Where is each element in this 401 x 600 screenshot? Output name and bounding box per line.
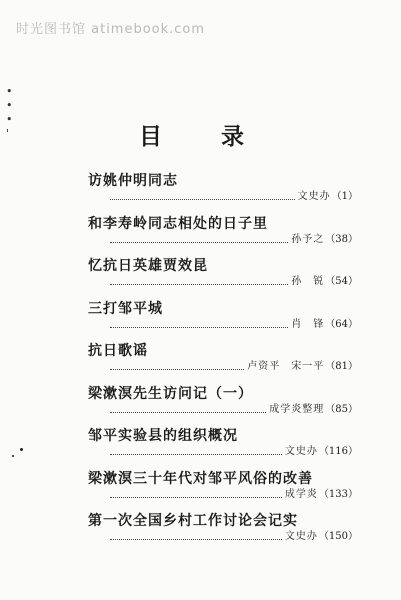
dot-leader [110,412,266,413]
toc-entry[interactable] [88,470,358,513]
dot-leader [110,327,288,328]
watermark: 时光图书馆 atimebook.com [16,22,206,37]
entry-title: 梁漱溟先生访问记（一） [88,385,253,402]
table-of-contents [88,172,358,555]
entry-title: 三打邹平城 [88,300,163,317]
entry-title: 第一次全国乡村工作讨论会记实 [88,513,298,529]
entry-page: （54） [325,276,358,287]
entry-author: 孙予之 [291,233,325,245]
dot-leader [110,284,288,285]
dot-leader [110,454,282,455]
margin-mark: • [6,85,13,98]
scan-speck [12,455,14,457]
entry-author: 文史办 [297,191,331,202]
dot-leader [110,369,244,370]
entry-page: （85） [325,403,358,415]
entry-title: 和李寿岭同志相处的日子里 [88,215,268,232]
toc-entry[interactable] [88,342,358,385]
scan-speck [20,448,23,451]
entry-page: （1） [331,191,358,202]
toc-entry[interactable] [88,172,358,215]
toc-entry[interactable] [88,512,358,555]
entry-author: 文史办 [284,446,318,457]
entry-title: 邹平实验县的组织概况 [88,428,238,444]
margin-mark: ' [6,127,10,140]
entry-page: （64） [325,318,358,330]
entry-title: 忆抗日英雄贾效昆 [88,258,208,274]
toc-entry[interactable] [88,257,358,300]
entry-page: （116） [318,446,358,457]
entry-author: 文史办 [284,531,318,542]
entry-page: （150） [318,531,358,542]
toc-entry[interactable] [88,215,358,258]
margin-mark: • [6,99,13,112]
dot-leader [110,199,295,200]
toc-entry[interactable] [88,300,358,343]
entry-author: 卢资平 宋一平 [247,361,325,372]
entry-author: 孙 锐 [291,276,325,287]
dot-leader [110,539,282,540]
dot-leader [110,242,288,243]
toc-entry[interactable] [88,385,358,428]
entry-author: 成学炎 [284,488,318,500]
dot-leader [110,497,282,498]
toc-entry[interactable] [88,427,358,470]
entry-page: （38） [325,233,358,245]
entry-page: （133） [318,488,358,500]
margin-mark: • [6,113,13,126]
entry-author: 肖 锋 [291,318,325,330]
entry-page: （81） [325,361,358,372]
entry-title: 访姚仲明同志 [88,173,178,189]
entry-title: 抗日歌谣 [88,343,148,359]
entry-author: 成学炎整理 [269,403,325,415]
page-title: 目 录 [139,123,262,150]
entry-title: 梁漱溟三十年代对邹平风俗的改善 [88,470,313,487]
